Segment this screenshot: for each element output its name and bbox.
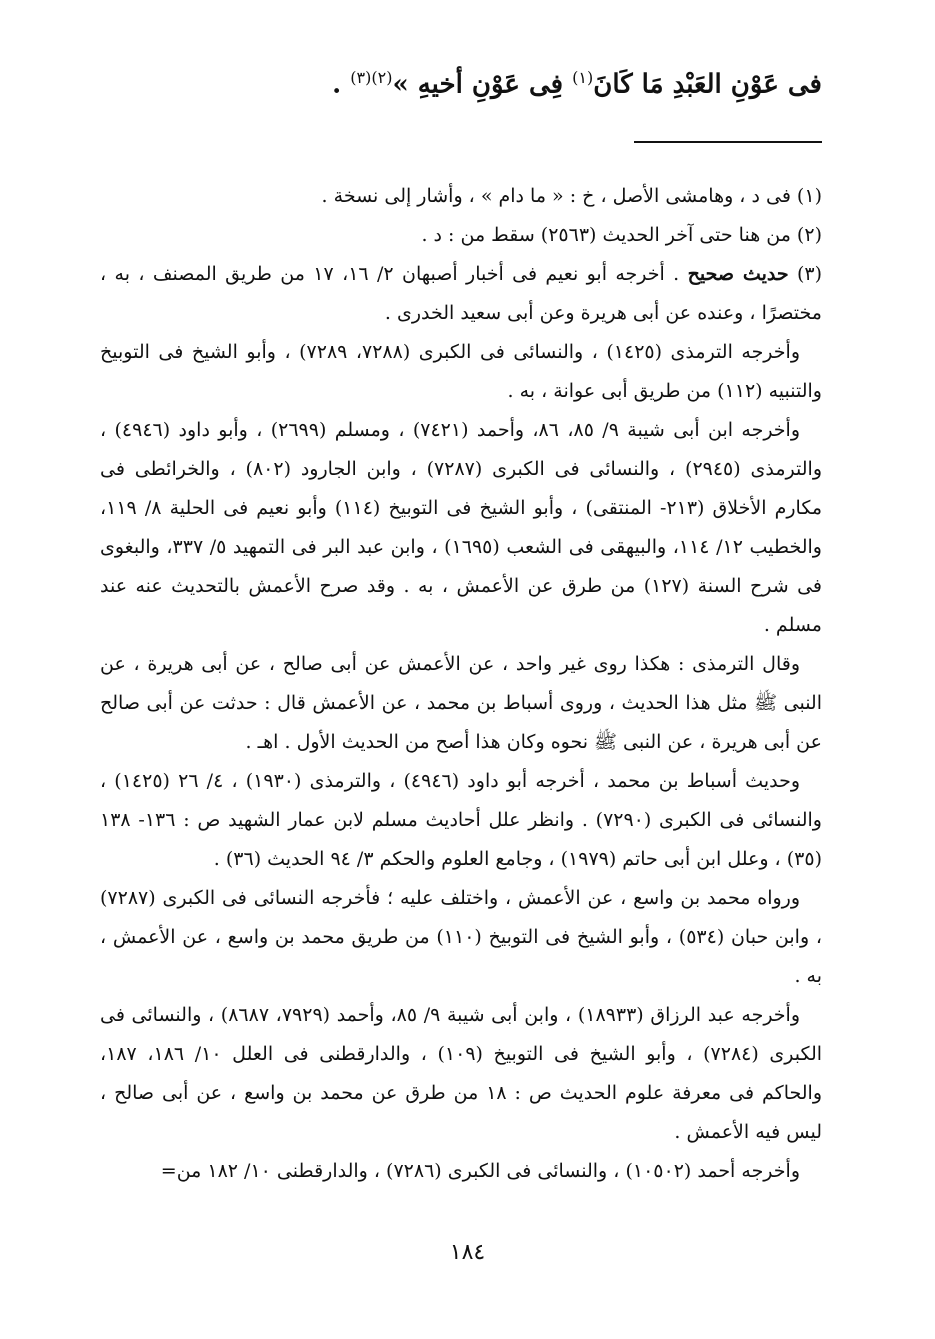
- page-number: ١٨٤: [449, 1240, 486, 1265]
- footnote-3: [100, 255, 822, 333]
- footnote-3-paragraph: ورواه محمد بن واسع ، عن الأعمش ، واختلف عليه ؛ فأخرجه النسائى فى الكبرى (٧٢٨٧) ، وابن حبان (٥٣٤) ، وأبو الشيخ فى التوبيخ (١١٠) من طريق محمد بن واسع ، عن الأعمش ، به .: [100, 886, 823, 987]
- page-content: [100, 56, 822, 1191]
- footnote-3-paragraph: وحديث أسباط بن محمد ، أخرجه أبو داود (٤٩٤٦) ، والترمذى (١٩٣٠) ، ٤/ ٢٦ (١٤٢٥) ، والنسائى فى الكبرى (٧٢٩٠) . وانظر علل أحاديث مسلم لابن عمار الشهيد ص : ١٣٦- ١٣٨ (٣٥) ، وعلل ابن أبى حاتم (١٩٧٩) ، وجامع العلوم والحكم ٣/ ٩٤ الحديث (٣٦) .: [100, 769, 822, 870]
- footnote-3-paragraph: وأخرجه الترمذى (١٤٢٥) ، والنسائى فى الكبرى (٧٢٨٨، ٧٢٨٩) ، وأبو الشيخ فى التوبيخ والتنبيه (١١٢) من طريق أبى عوانة ، به .: [100, 340, 822, 402]
- footnote-3-number: (٣): [788, 262, 823, 285]
- footnote-2: (٢) من هنا حتى آخر الحديث (٢٥٦٣) سقط من : د .: [421, 223, 822, 246]
- footnote-3-paragraph: وقال الترمذى : هكذا روى غير واحد ، عن الأعمش عن أبى صالح ، عن أبى هريرة ، عن النبى ﷺ مثل هذا الحديث ، وروى أسباط بن محمد ، عن الأعمش قال : حدثت عن أبى صالح عن أبى هريرة ، عن النبى ﷺ نحوه وكان هذا أصح من الحديث الأول . اهـ .: [100, 652, 822, 753]
- hadith-text-part2: فِى عَوْنِ أخيهِ »: [392, 69, 573, 100]
- footnote-3-paragraph: وأخرجه أحمد (١٠٥٠٢) ، والنسائى فى الكبرى (٧٢٨٦) ، والدارقطنى ١٠/ ١٨٢ من=: [160, 1159, 800, 1182]
- footnote-3-paragraph: وأخرجه عبد الرزاق (١٨٩٣٣) ، وابن أبى شيبة ٩/ ٨٥، وأحمد (٧٩٢٩، ٨٦٨٧) ، والنسائى فى الكبرى (٧٢٨٤) ، وأبو الشيخ فى التوبيخ (١٠٩) ، والدارقطنى فى العلل ١٠/ ١٨٦، ١٨٧، والحاكم فى معرفة علوم الحديث ص : ١٨ من طرق عن محمد بن واسع ، عن أبى صالح ، ليس فيه الأعمش .: [100, 1003, 823, 1143]
- footnote-separator: [634, 141, 822, 143]
- footnote-3-text: . أخرجه أبو نعيم فى أخبار أصبهان ٢/ ١٦، ١٧ من طريق المصنف ، به ، مختصرًا ، وعنده عن أبى هريرة وعن أبى سعيد الخدرى .: [100, 262, 822, 324]
- footnotes-section: [100, 177, 822, 1191]
- hadith-text-part1: فى عَوْنِ العَبْدِ مَا كَانَ: [593, 69, 822, 100]
- footnote-marker-1: (١): [572, 68, 594, 87]
- footnote-3-paragraph: وأخرجه ابن أبى شيبة ٩/ ٨٥، ٨٦، وأحمد (٧٤٢١) ، ومسلم (٢٦٩٩) ، وأبو داود (٤٩٤٦) ، والترمذى (٢٩٤٥) ، والنسائى فى الكبرى (٧٢٨٧) ، وابن الجارود (٨٠٢) ، والخرائطى فى مكارم الأخلاق (٢١٣- المنتقى) ، وأبو الشيخ فى التوبيخ (١١٤) وأبو نعيم فى الحلية ٨/ ١١٩، والخطيب ١٢/ ١١٤، والبيهقى فى الشعب (١٦٩٥) ، وابن عبد البر فى التمهيد ٥/ ٣٣٧، والبغوى فى شرح السنة (١٢٧) من طرق عن الأعمش ، به . وقد صرح الأعمش بالتحديث عنه عند مسلم .: [100, 418, 822, 636]
- footnote-3-grading: حديث صحيح: [687, 262, 789, 285]
- hadith-text-line: [100, 56, 822, 107]
- footnote-marker-2-3: (٢)(٣): [350, 68, 393, 87]
- hadith-text-end: .: [332, 69, 351, 100]
- footnote-1: (١) فى د ، وهامشى الأصل ، خ : « ما دام » ، وأشار إلى نسخة .: [321, 184, 822, 207]
